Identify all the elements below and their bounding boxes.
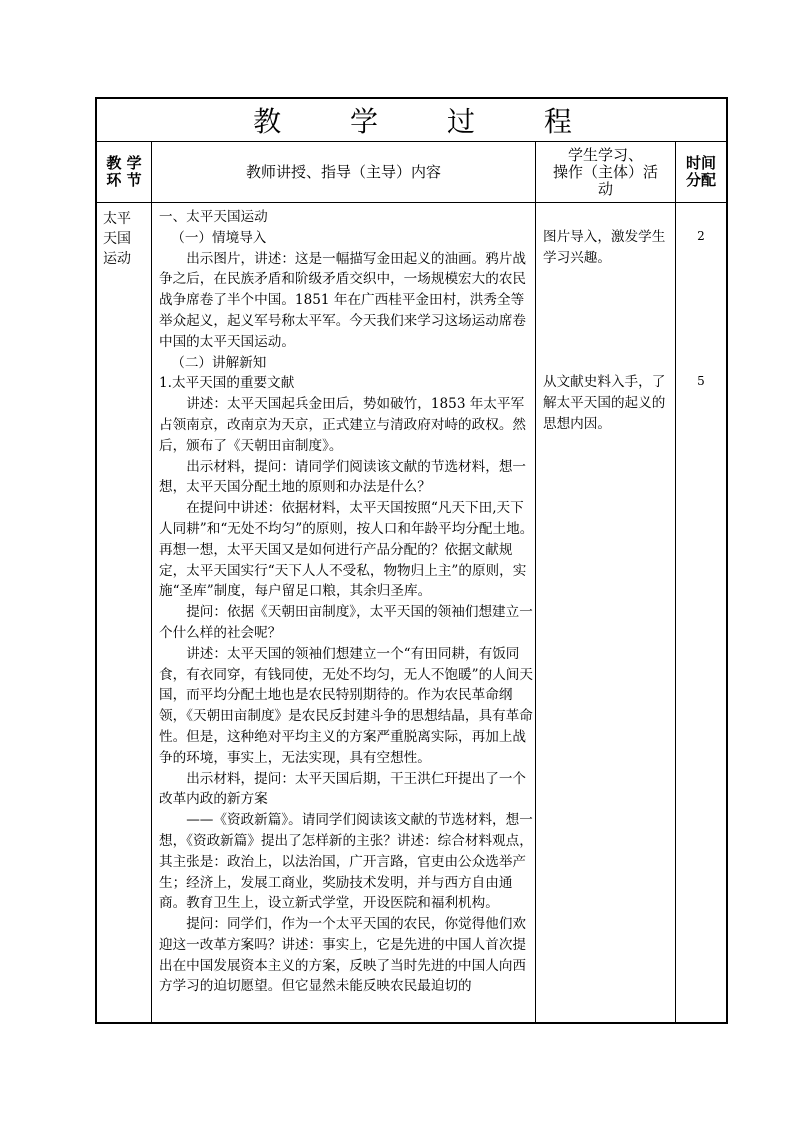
student-activity-1: 图片导入，激发学生学习兴趣。 — [543, 229, 666, 266]
content-paragraph: 提问：依据《天朝田亩制度》，太平天国的领袖们想建立一个什么样的社会呢？ — [159, 604, 533, 641]
content-paragraph: 出示材料，提问：请同学们阅读该文献的节选材料，想一想，太平天国分配土地的原则和办法是什么？ — [159, 458, 527, 496]
topic-heading: 1.太平天国的重要文献 — [159, 375, 295, 392]
header-divider — [97, 202, 726, 203]
content-paragraph: 出示材料，提问：太平天国后期，干王洪仁玕提出了一个改革内政的新方案 — [159, 770, 527, 808]
stage-name: 太平 天国 运动 — [103, 211, 131, 267]
content-paragraph: 讲述：太平天国起兵金田后，势如破竹，1853 年太平军占领南京，改南京为天京，正式建立与清政府对峙的政权。然后，颁布了《天朝田亩制度》。 — [159, 396, 527, 454]
content-paragraph: 讲述：太平天国的领袖们想建立一个“有田同耕，有饭同食，有衣同穿，有钱同使，无处不均匀，无人不饱暖”的人间天国，而平均分配土地也是农民特别期待的。作为农民革命纲领，《天朝田亩制度》是农民反封建斗争的思想结晶，具有革命性。但是，这种绝对平均主义的方案严重脱离实际，再加上战争的环境，事实上，无法实现，具有空想性。 — [159, 645, 533, 766]
time-allocation-1: 2 — [697, 229, 705, 243]
teacher-content — [159, 207, 535, 997]
header-stage: 教 学 环 节 — [106, 154, 142, 189]
content-paragraph: 在提问中讲述：依据材料，太平天国按照“凡天下田,天下人同耕”和“无处不均匀”的原则，按人口和年龄平均分配土地。再想一想，太平天国又是如何进行产品分配的？依据文献规定，太平天国实行“天下人人不受私，物物归上主”的原则，实施“圣库”制度，每户留足口粮，其余归圣库。 — [159, 500, 534, 600]
col-divider-3 — [675, 142, 676, 1022]
content-paragraph: 出示图片，讲述：这是一幅描写金田起义的油画。鸦片战争之后，在民族矛盾和阶级矛盾交织中，一场规模宏大的农民战争席卷了半个中国。1851 年在广西桂平金田村，洪秀全等举众起义，起义军号称太平军。今天我们来学习这场运动席卷中国的太平天国运动。 — [159, 250, 527, 350]
content-paragraph: ——《资政新篇》。请同学们阅读该文献的节选材料，想一想，《资政新篇》提出了怎样新的主张？讲述：综合材料观点，其主张是：政治上，以法治国，广开言路，官吏由公众选举产生；经济上，发展工商业，奖励技术发明，并与西方自由通商。教育卫生上，设立新式学堂，开设医院和福利机构。 — [159, 812, 533, 912]
header-student-activity: 学生学习、 操作（主体）活 动 — [552, 145, 658, 198]
section-heading: 一、太平天国运动 — [159, 209, 268, 225]
col-divider-1 — [151, 142, 152, 1022]
content-paragraph: 提问：同学们，作为一个太平天国的农民，你觉得他们欢迎这一改革方案吗？讲述：事实上，它是先进的中国人首次提出在中国发展资本主义的方案，反映了当时先进的中国人向西方学习的迫切愿望。但它显然未能反映农民最迫切的 — [159, 916, 527, 995]
time-allocation-2: 5 — [697, 374, 705, 388]
header-time: 时间 分配 — [685, 154, 716, 189]
lesson-table — [95, 97, 728, 1024]
subsection-heading: （一）情境导入 — [171, 229, 267, 246]
table-title: 教 学 过 程 — [253, 105, 602, 138]
student-activity-2: 从文献史料入手，了解太平天国的起义的思想内因。 — [543, 374, 666, 432]
header-teacher-content: 教师讲授、指导（主导）内容 — [245, 162, 441, 181]
subsection-heading: （二）讲解新知 — [171, 354, 267, 371]
col-divider-2 — [535, 142, 536, 1022]
